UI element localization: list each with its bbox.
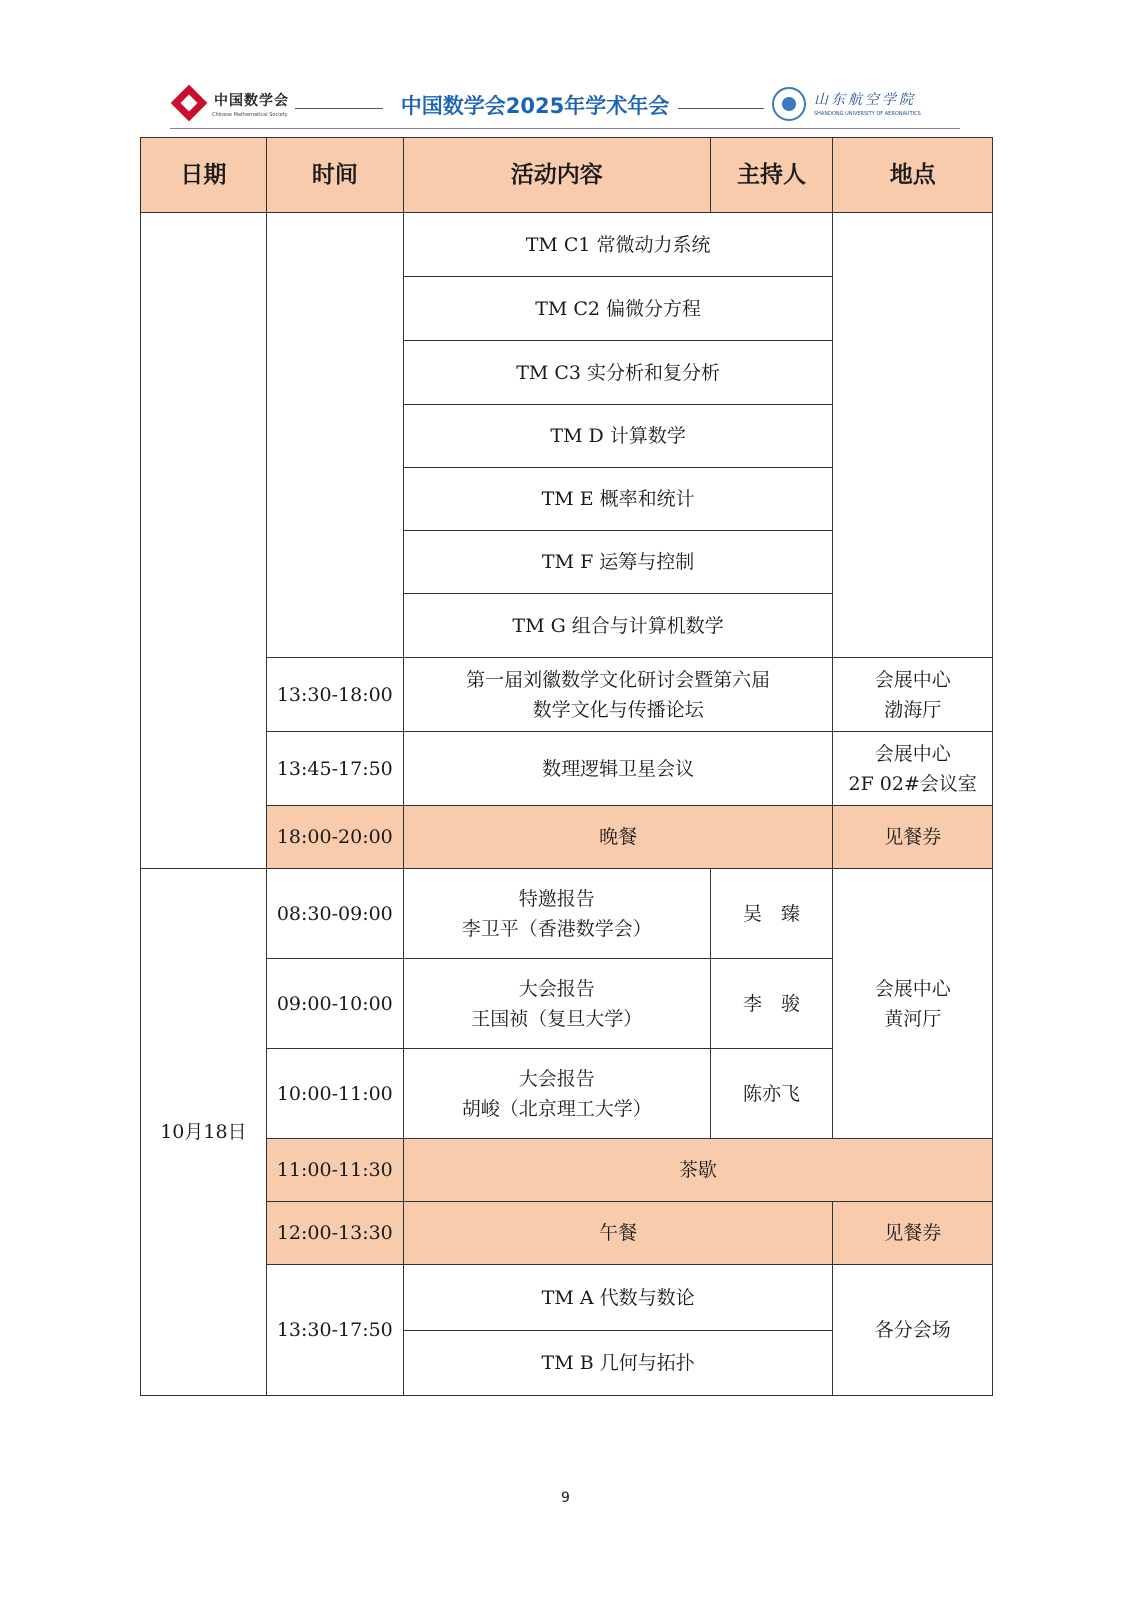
header-divider-left (295, 108, 383, 109)
cms-diamond-icon (171, 85, 208, 122)
session-cell: TM G 组合与计算机数学 (403, 594, 833, 658)
content-line: 王国祯（复旦大学） (471, 1007, 643, 1030)
session-cell: TM A 代数与数论 (403, 1265, 833, 1331)
session-cell: TM C3 实分析和复分析 (403, 341, 833, 405)
cms-logo-text: 中国数学会 (214, 93, 289, 109)
header-rule (170, 128, 960, 129)
table-row (141, 1202, 993, 1265)
content-cell (403, 658, 833, 732)
place-cell (833, 658, 993, 732)
place-cell-sessions (833, 213, 993, 658)
time-cell: 13:45-17:50 (266, 732, 403, 806)
cms-logo (170, 84, 300, 128)
place-cell: 各分会场 (833, 1265, 993, 1396)
header-date: 日期 (141, 138, 267, 213)
place-cell (833, 732, 993, 806)
content-cell (403, 959, 710, 1049)
content-cell (403, 869, 710, 959)
schedule-table (140, 137, 993, 1396)
table-row (141, 869, 993, 959)
table-header-row (141, 138, 993, 213)
time-cell: 09:00-10:00 (266, 959, 403, 1049)
place-line: 会展中心 (874, 977, 951, 1000)
header-time: 时间 (266, 138, 403, 213)
time-cell: 11:00-11:30 (266, 1139, 403, 1202)
content-cell: 晚餐 (403, 806, 833, 869)
content-line: 第一届刘徽数学文化研讨会暨第六届 (466, 668, 771, 691)
session-cell: TM F 运筹与控制 (403, 531, 833, 594)
content-line: 大会报告 (518, 977, 595, 1000)
host-cell: 陈亦飞 (710, 1049, 833, 1139)
content-line: 数学文化与传播论坛 (532, 698, 704, 721)
content-cell: 午餐 (403, 1202, 833, 1265)
header-place: 地点 (833, 138, 993, 213)
date-cell-day1 (141, 213, 267, 869)
place-line: 会展中心 (874, 742, 951, 765)
session-cell: TM B 几何与拓扑 (403, 1331, 833, 1396)
header-title: 中国数学会2025年学术年会 (400, 94, 670, 118)
content-cell: 数理逻辑卫星会议 (403, 732, 833, 806)
place-line: 黄河厅 (884, 1007, 942, 1030)
place-line: 渤海厅 (884, 698, 942, 721)
table-row (141, 1265, 993, 1331)
content-line: 李卫平（香港数学会） (461, 917, 652, 940)
host-cell: 吴 臻 (710, 869, 833, 959)
table-row (141, 732, 993, 806)
content-cell: 茶歇 (403, 1139, 992, 1202)
cms-logo-english: Chinese Mathematical Society (212, 112, 288, 118)
university-logo-english: SHANDONG UNIVERSITY OF AERONAUTICS (814, 111, 921, 117)
time-cell: 13:30-18:00 (266, 658, 403, 732)
university-emblem-icon (772, 87, 806, 121)
table-row (141, 658, 993, 732)
time-cell: 18:00-20:00 (266, 806, 403, 869)
place-cell-morning (833, 869, 993, 1139)
content-line: 特邀报告 (518, 887, 595, 910)
date-cell-day2: 10月18日 (141, 869, 267, 1396)
header-divider-right (678, 108, 764, 109)
university-logo-text: 山东航空学院 (814, 92, 916, 108)
session-cell: TM C1 常微动力系统 (403, 213, 833, 277)
place-line: 会展中心 (874, 668, 951, 691)
place-cell: 见餐券 (833, 806, 993, 869)
page-number: 9 (561, 1490, 570, 1506)
table-row (141, 1139, 993, 1202)
time-cell: 08:30-09:00 (266, 869, 403, 959)
place-line: 2F 02#会议室 (848, 772, 977, 795)
session-cell: TM E 概率和统计 (403, 468, 833, 531)
header-content: 活动内容 (403, 138, 710, 213)
content-cell (403, 1049, 710, 1139)
table-row (141, 213, 993, 277)
page-header (170, 84, 950, 134)
header-host: 主持人 (710, 138, 833, 213)
host-cell: 李 骏 (710, 959, 833, 1049)
content-line: 大会报告 (518, 1067, 595, 1090)
session-cell: TM C2 偏微分方程 (403, 277, 833, 341)
content-line: 胡峻（北京理工大学） (461, 1097, 652, 1120)
time-cell: 10:00-11:00 (266, 1049, 403, 1139)
time-cell: 12:00-13:30 (266, 1202, 403, 1265)
university-logo (770, 84, 950, 128)
time-cell-sessions (266, 213, 403, 658)
table-row (141, 806, 993, 869)
time-cell: 13:30-17:50 (266, 1265, 403, 1396)
session-cell: TM D 计算数学 (403, 405, 833, 468)
place-cell: 见餐券 (833, 1202, 993, 1265)
